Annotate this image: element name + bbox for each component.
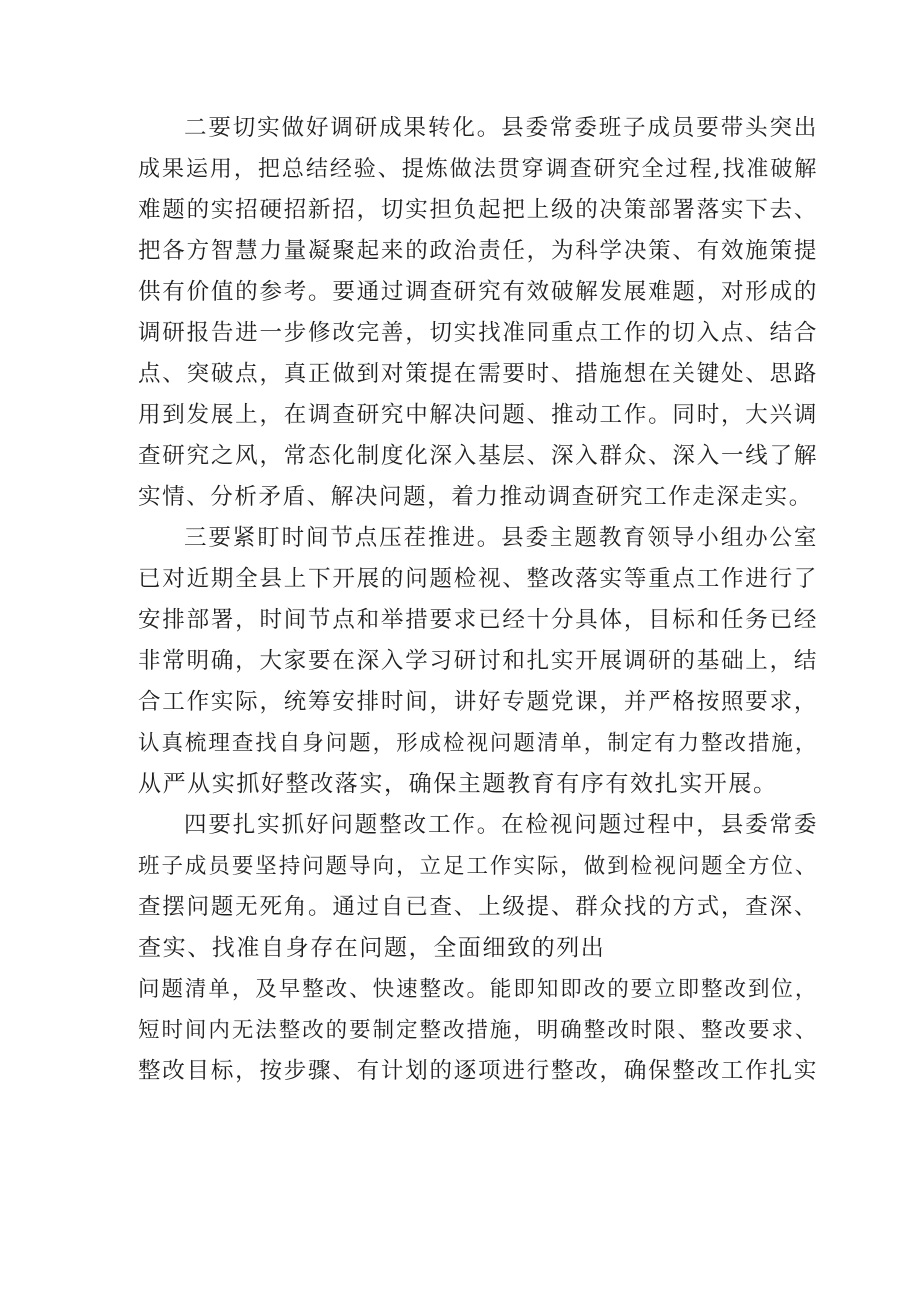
text-line: 成果运用，把总结经验、提炼做法贯穿调查研究全过程,找准破解 — [138, 157, 818, 182]
text-line: 三要紧盯时间节点压茬推进。县委主题教育领导小组办公室 — [184, 525, 818, 551]
text-line: 二要切实做好调研成果转化。县委常委班子成员要带头突出 — [184, 115, 818, 141]
text-line: 从严从实抓好整改落实，确保主题教育有序有效扎实开展。 — [138, 771, 778, 797]
document-body — [138, 108, 818, 1092]
text-line: 整改目标，按步骤、有计划的逐项进行整改，确保整改工作扎实 — [138, 1058, 818, 1084]
text-line: 四要扎实抓好问题整改工作。在检视问题过程中，县委常委 — [184, 812, 818, 838]
text-line: 合工作实际，统筹安排时间，讲好专题党课，并严格按照要求， — [138, 689, 818, 715]
text-line: 认真梳理查找自身问题，形成检视问题清单，制定有力整改措施， — [138, 731, 818, 756]
text-line: 供有价值的参考。要通过调查研究有效破解发展难题，对形成的 — [138, 279, 818, 305]
text-line: 难题的实招硬招新招，切实担负起把上级的决策部署落实下去、 — [138, 197, 818, 223]
text-line: 短时间内无法整改的要制定整改措施，明确整改时限、整改要求、 — [138, 1018, 818, 1043]
text-line: 点、突破点，真正做到对策提在需要时、措施想在关键处、思路 — [138, 361, 818, 387]
text-line: 把各方智慧力量凝聚起来的政治责任，为科学决策、有效施策提 — [138, 238, 818, 264]
text-line: 问题清单，及早整改、快速整改。能即知即改的要立即整改到位， — [138, 977, 818, 1002]
text-line: 查摆问题无死角。通过自已查、上级提、群众找的方式，查深、 — [138, 894, 818, 920]
text-line: 班子成员要坚持问题导向，立足工作实际，做到检视问题全方位、 — [138, 854, 818, 879]
text-line: 安排部署，时间节点和举措要求已经十分具体，目标和任务已经 — [138, 607, 818, 633]
text-line: 调研报告进一步修改完善，切实找准同重点工作的切入点、结合 — [138, 320, 818, 346]
text-line: 实情、分析矛盾、解决问题，着力推动调查研究工作走深走实。 — [138, 484, 813, 510]
text-line: 用到发展上，在调查研究中解决问题、推动工作。同时，大兴调 — [138, 402, 818, 428]
text-line: 非常明确，大家要在深入学习研讨和扎实开展调研的基础上，结 — [138, 648, 818, 674]
text-line: 查实、找准自身存在问题，全面细致的列出 — [138, 935, 606, 961]
text-line: 查研究之风，常态化制度化深入基层、深入群众、深入一线了解 — [138, 443, 818, 469]
text-line: 已对近期全县上下开展的问题检视、整改落实等重点工作进行了 — [138, 566, 818, 592]
